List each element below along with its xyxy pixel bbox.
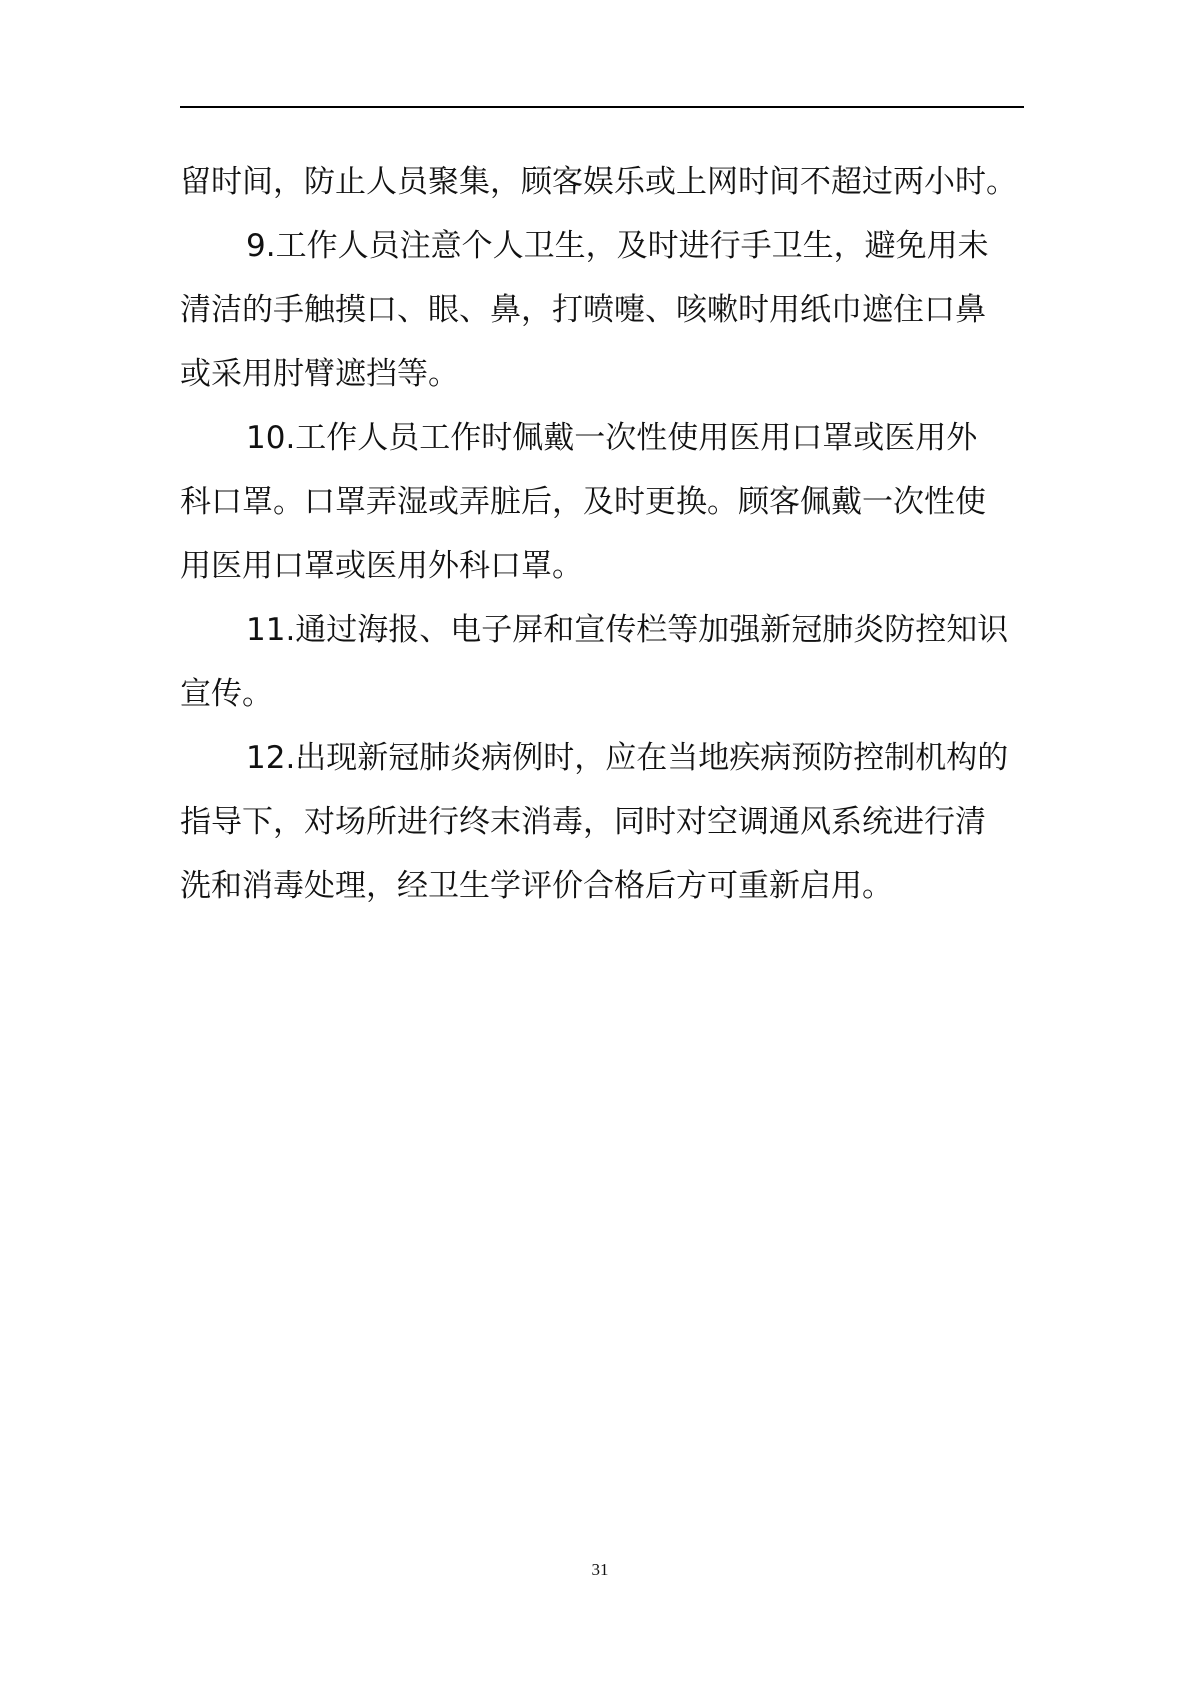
- paragraph-item-11: [180, 598, 1030, 726]
- text-line: 12.出现新冠肺炎病例时，应在当地疾病预防控制机构的: [246, 740, 1009, 776]
- text-line: 科口罩。口罩弄湿或弄脏后，及时更换。顾客佩戴一次性使: [180, 484, 986, 520]
- text-line: 10.工作人员工作时佩戴一次性使用医用口罩或医用外: [246, 420, 978, 456]
- text-line: 9.工作人员注意个人卫生，及时进行手卫生，避免用未: [246, 228, 989, 264]
- text-line: 11.通过海报、电子屏和宣传栏等加强新冠肺炎防控知识: [246, 612, 1009, 648]
- paragraph-continuation: [180, 150, 1030, 214]
- text-line: 宣传。: [180, 676, 273, 712]
- text-line: 留时间，防止人员聚集，顾客娱乐或上网时间不超过两小时。: [180, 164, 1017, 200]
- text-line: 或采用肘臂遮挡等。: [180, 356, 459, 392]
- paragraph-item-12: [180, 726, 1030, 918]
- paragraph-item-9: [180, 214, 1030, 406]
- text-line: 洗和消毒处理，经卫生学评价合格后方可重新启用。: [180, 868, 893, 904]
- header-rule: [180, 106, 1024, 108]
- text-line: 清洁的手触摸口、眼、鼻，打喷嚏、咳嗽时用纸巾遮住口鼻: [180, 292, 986, 328]
- page-number: 31: [591, 1560, 609, 1579]
- text-line: 用医用口罩或医用外科口罩。: [180, 548, 583, 584]
- body-text: [180, 150, 1030, 918]
- text-line: 指导下，对场所进行终末消毒，同时对空调通风系统进行清: [180, 804, 986, 840]
- paragraph-item-10: [180, 406, 1030, 598]
